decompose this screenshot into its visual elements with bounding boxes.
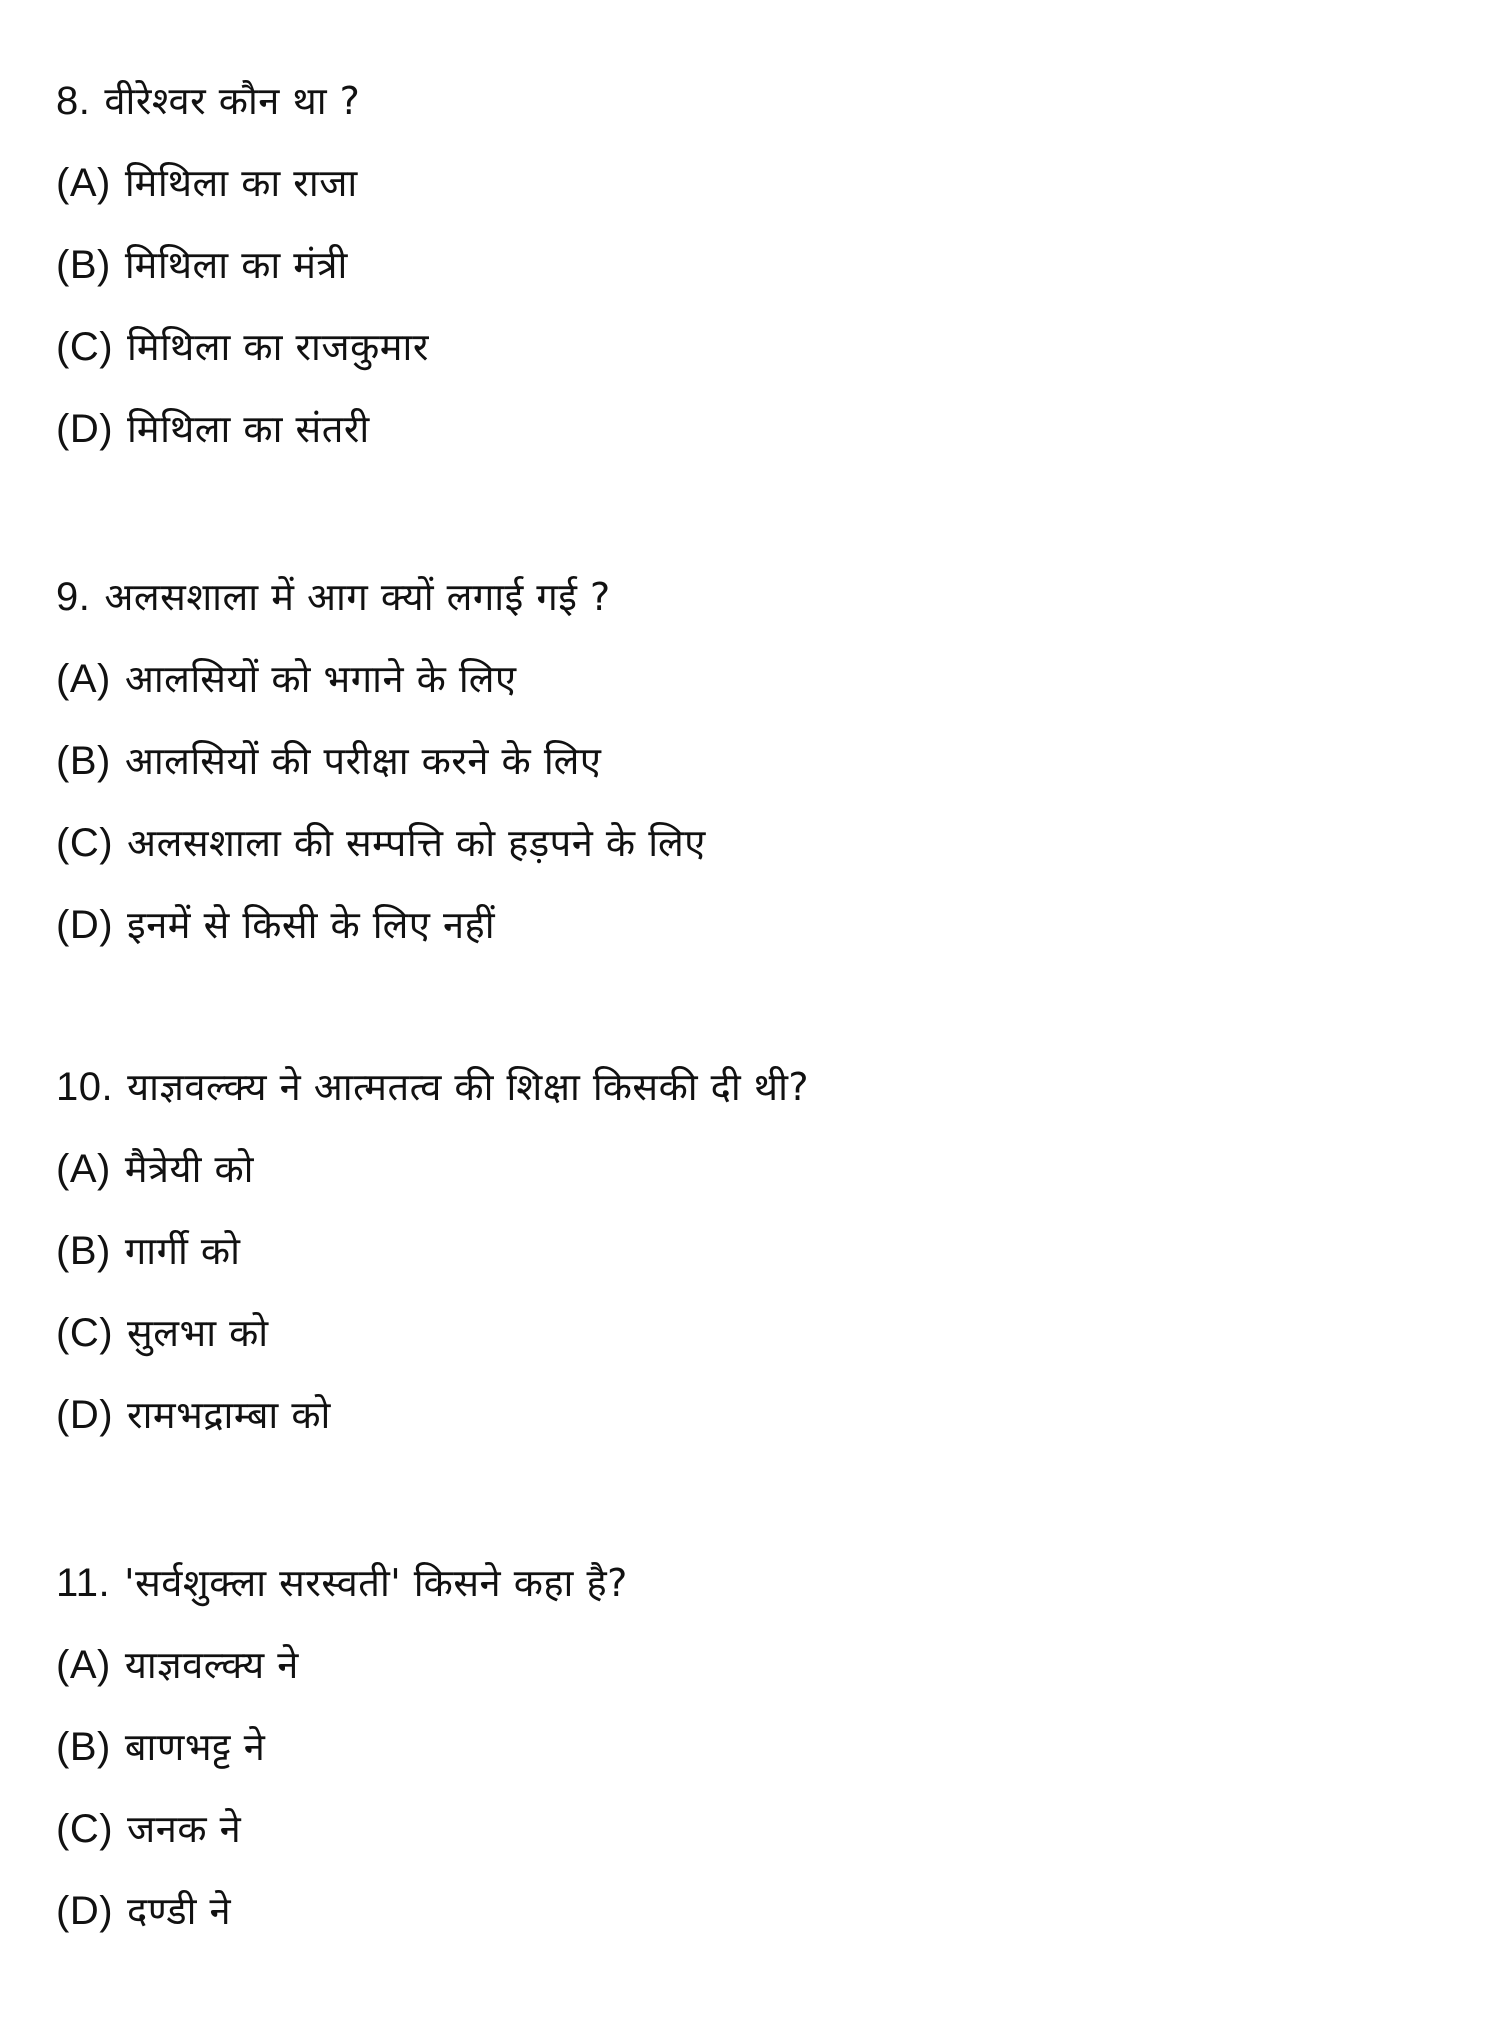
option-c [56,802,706,884]
question-stem: वीरेश्वर कौन था ? [104,79,361,123]
question-number: 10. [56,1065,114,1109]
option-d [56,1870,628,1952]
option-label: (A) [56,1147,111,1191]
question-stem: 'सर्वशुक्ला सरस्वती' किसने कहा है? [124,1561,628,1605]
option-b [56,224,429,306]
question-text [56,60,429,142]
question-stem: याज्ञवल्क्य ने आत्मतत्व की शिक्षा किसकी दी थी? [127,1065,810,1109]
question-number: 9. [56,575,91,619]
question-10 [56,1046,809,1456]
question-9 [56,556,706,966]
option-a [56,1128,809,1210]
option-text: गार्गी को [124,1229,241,1273]
option-text: बाणभट्ट ने [124,1725,266,1769]
option-c [56,1292,809,1374]
option-label: (A) [56,1643,111,1687]
question-stem: अलसशाला में आग क्यों लगाई गई ? [104,575,611,619]
question-number: 11. [56,1561,111,1605]
option-label: (D) [56,1393,114,1437]
option-b [56,1210,809,1292]
option-a [56,1624,628,1706]
option-text: अलसशाला की सम्पत्ति को हड़पने के लिए [127,821,706,865]
option-c [56,306,429,388]
option-a [56,142,429,224]
question-11 [56,1542,628,1952]
option-label: (A) [56,161,111,205]
option-label: (C) [56,1807,114,1851]
question-text [56,1046,809,1128]
option-text: याज्ञवल्क्य ने [124,1643,299,1687]
option-b [56,1706,628,1788]
option-text: मिथिला का मंत्री [124,243,348,287]
option-text: मिथिला का संतरी [127,407,370,451]
option-d [56,884,706,966]
option-text: आलसियों को भगाने के लिए [124,657,517,701]
option-label: (C) [56,1311,114,1355]
option-label: (A) [56,657,111,701]
option-text: आलसियों की परीक्षा करने के लिए [124,739,602,783]
option-c [56,1788,628,1870]
option-text: इनमें से किसी के लिए नहीं [127,903,496,947]
option-d [56,388,429,470]
option-label: (D) [56,903,114,947]
question-8 [56,60,429,470]
option-label: (B) [56,1229,111,1273]
option-label: (B) [56,739,111,783]
option-label: (D) [56,1889,114,1933]
option-a [56,638,706,720]
option-label: (C) [56,821,114,865]
option-label: (D) [56,407,114,451]
option-text: रामभद्राम्बा को [127,1393,331,1437]
question-number: 8. [56,79,91,123]
option-label: (B) [56,1725,111,1769]
option-text: मैत्रेयी को [124,1147,255,1191]
question-text [56,556,706,638]
option-text: सुलभा को [127,1311,269,1355]
option-b [56,720,706,802]
option-text: मिथिला का राजकुमार [127,325,429,369]
option-text: मिथिला का राजा [124,161,358,205]
option-text: दण्डी ने [127,1889,232,1933]
option-label: (C) [56,325,114,369]
option-text: जनक ने [127,1807,242,1851]
option-label: (B) [56,243,111,287]
option-d [56,1374,809,1456]
question-text [56,1542,628,1624]
